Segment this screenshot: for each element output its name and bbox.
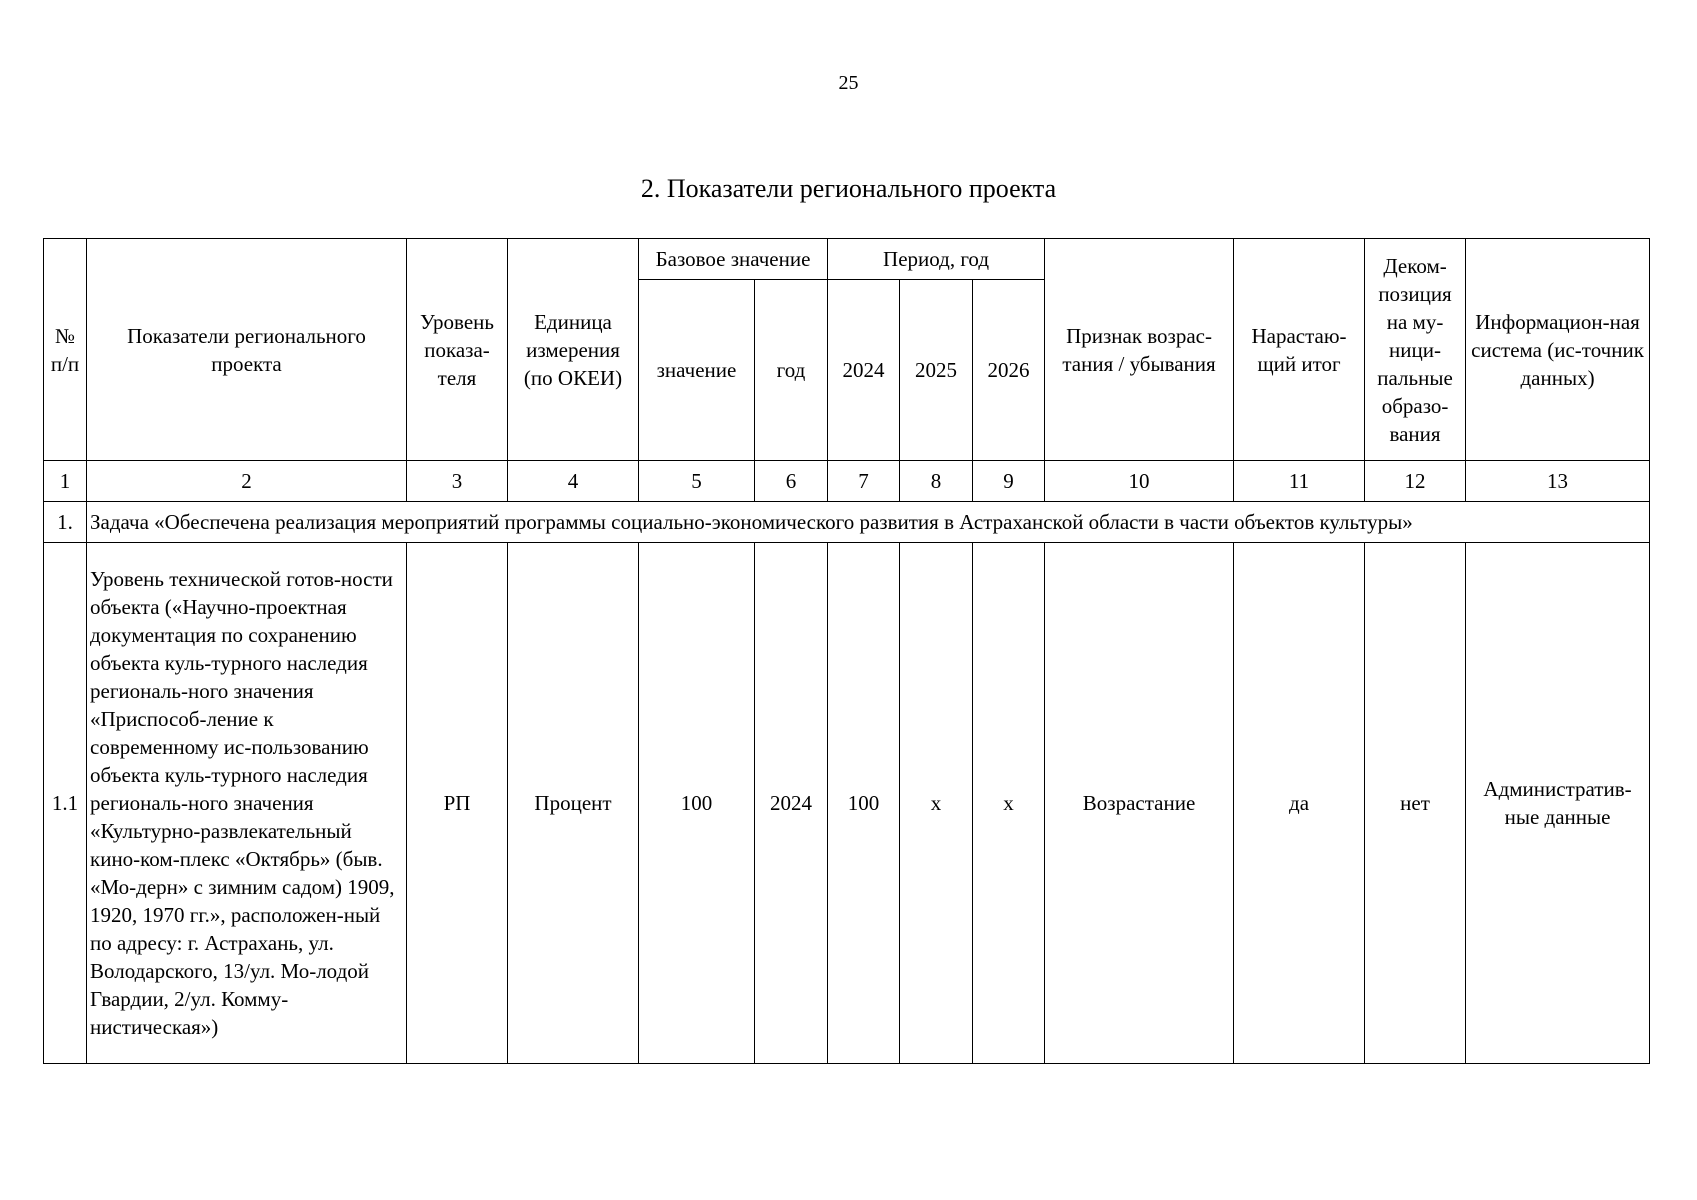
column-number: 7	[828, 461, 900, 502]
task-num: 1.	[44, 502, 87, 543]
indicators-table	[43, 238, 1650, 1064]
row-unit: Процент	[508, 543, 639, 1064]
header-year-2025: 2025	[900, 280, 973, 461]
column-number: 9	[973, 461, 1045, 502]
column-number: 6	[755, 461, 828, 502]
row-value-2025: x	[900, 543, 973, 1064]
row-value-2026: x	[973, 543, 1045, 1064]
header-year-2024: 2024	[828, 280, 900, 461]
header-base-year: год	[755, 280, 828, 461]
row-base-value: 100	[639, 543, 755, 1064]
header-row-top	[44, 239, 1650, 280]
column-number: 3	[407, 461, 508, 502]
row-trend: Возрастание	[1045, 543, 1234, 1064]
header-num: № п/п	[44, 239, 87, 461]
column-number: 12	[1365, 461, 1466, 502]
row-base-year: 2024	[755, 543, 828, 1064]
header-decomposition: Деком-позиция на му-ници-пальные образо-вания	[1365, 239, 1466, 461]
header-unit: Единица измерения (по ОКЕИ)	[508, 239, 639, 461]
header-base-value: значение	[639, 280, 755, 461]
row-decomposition: нет	[1365, 543, 1466, 1064]
row-num: 1.1	[44, 543, 87, 1064]
header-source: Информацион-ная система (ис-точник данных)	[1466, 239, 1650, 461]
column-number: 1	[44, 461, 87, 502]
header-cumulative: Нарастаю-щий итог	[1234, 239, 1365, 461]
table-row	[44, 543, 1650, 1064]
column-number: 8	[900, 461, 973, 502]
header-base-group: Базовое значение	[639, 239, 828, 280]
page-number: 25	[838, 72, 859, 94]
column-numbers-row	[44, 461, 1650, 502]
row-value-2024: 100	[828, 543, 900, 1064]
column-number: 10	[1045, 461, 1234, 502]
row-indicator: Уровень технической готов-ности объекта («Научно-проектная документация по сохранению объекта куль-турного наследия региональ-ного значения «Приспособ-ление к современному ис-пользованию объекта куль-турного наследия региональ-ного значения «Культурно-развлекательный кино-ком-плекс «Октябрь» (быв. «Мо-дерн» с зимним садом) 1909, 1920, 1970 гг.», расположен-ный по адресу: г. Астрахань, ул. Володарского, 13/ул. Мо-лодой Гвардии, 2/ул. Комму-нистическая»)	[87, 543, 407, 1064]
column-number: 5	[639, 461, 755, 502]
task-row	[44, 502, 1650, 543]
header-year-2026: 2026	[973, 280, 1045, 461]
row-level: РП	[407, 543, 508, 1064]
column-number: 2	[87, 461, 407, 502]
row-cumulative: да	[1234, 543, 1365, 1064]
section-title: 2. Показатели регионального проекта	[640, 174, 1057, 203]
task-text: Задача «Обеспечена реализация мероприятий программы социально-экономического развития в Астраханской области в части объектов культуры»	[87, 502, 1650, 543]
column-number: 11	[1234, 461, 1365, 502]
column-number: 13	[1466, 461, 1650, 502]
header-period-group: Период, год	[828, 239, 1045, 280]
row-source: Административ-ные данные	[1466, 543, 1650, 1064]
header-trend: Признак возрас-тания / убывания	[1045, 239, 1234, 461]
header-level: Уровень показа-теля	[407, 239, 508, 461]
header-indicator: Показатели регионального проекта	[87, 239, 407, 461]
column-number: 4	[508, 461, 639, 502]
